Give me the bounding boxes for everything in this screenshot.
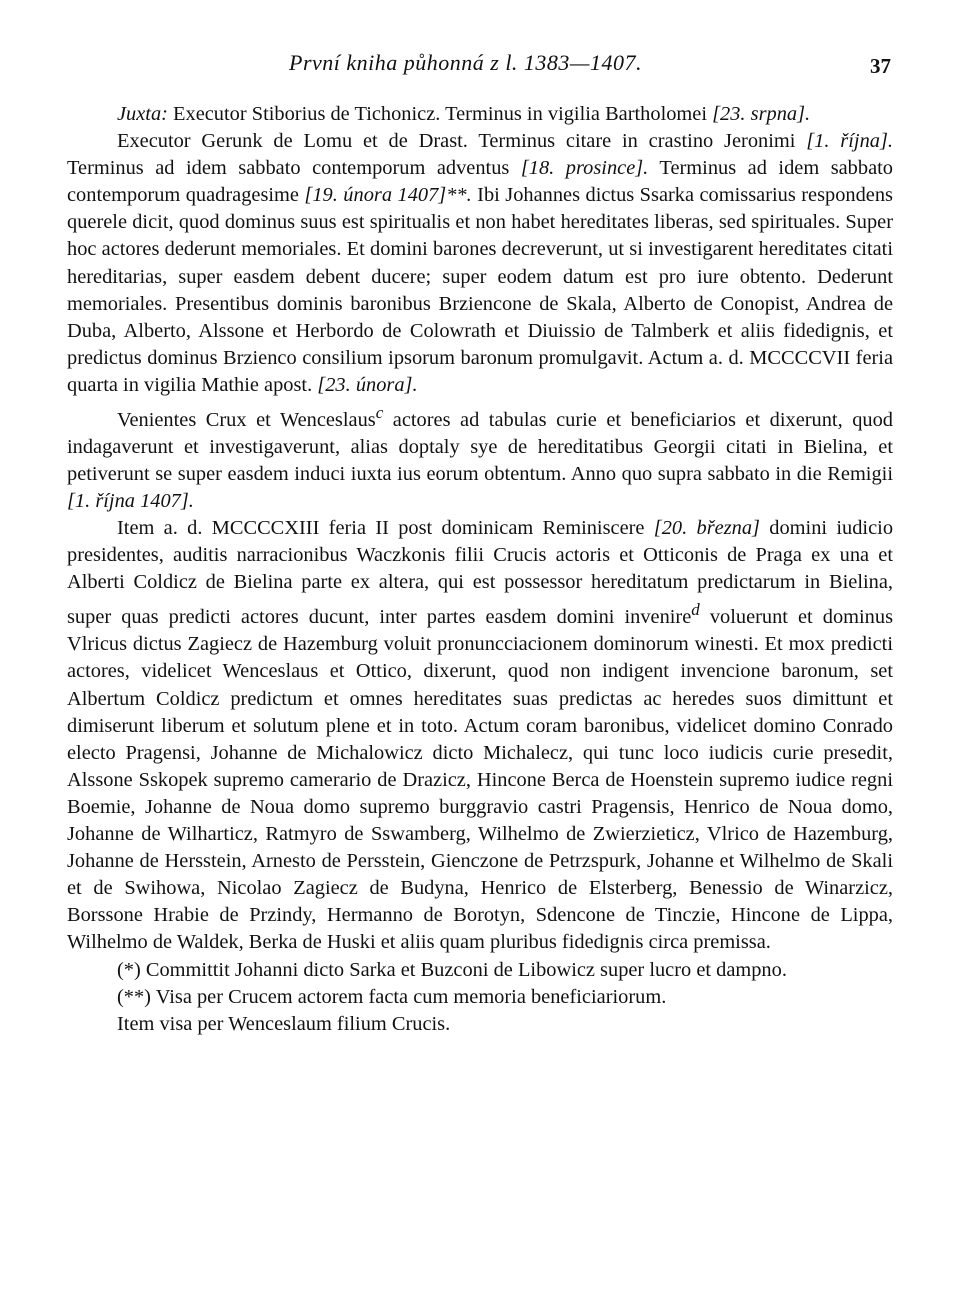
text-segment: domini iudicio presidentes, auditis narracionibus Waczkonis filii Crucis actoris et Otticonis de Praga ex una et Alberti Coldicz de Bielina parte ex altera, qui est possessor hereditatum predictarum in Bielina, super quas predicti actores ducunt, inter partes easdem domini invenire (67, 517, 894, 629)
text-segment: Item a. d. MCCCCXIII feria II post dominicam Reminiscere (117, 517, 654, 540)
text-segment: [1. října]. (806, 130, 893, 153)
paragraph (67, 128, 893, 399)
note-item (67, 984, 893, 1011)
text-segment: Ibi Johannes dictus Ssarka comissarius respondens querele dicit, quod dominus suus est spiritualis et non habet hereditates liberas, sed spirituales. Super hoc actores dederunt memoriales. Et domini barones decreverunt, ut si investigarent hereditates citati hereditarias, super easdem debent ducere; super eodem datum est pro iure obtento. Dederunt memoriales. Presentibus dominis baronibus Brziencone de Skala, Alberto de Conopist, Andrea de Duba, Alberto, Alssone et Herbordo de Colowrath et Diuissio de Talmberk et aliis fidedignis, et predictus dominus Brzienco consilium ipsorum baronum promulgavit. Actum a. d. MCCCCVII feria quarta in vigilia Mathie apost. (67, 184, 893, 396)
text-segment: actores ad tabulas curie et beneficiarios et dixerunt, quod indagaverunt et investigaverunt, alias doptaly sye de hereditatibus Georgii citati in Bielina, et petiverunt se super easdem induci iuxta ius eorum obtentum. Anno quo supra sabbato in die Remigii (67, 408, 893, 486)
text-segment: Venientes Crux et Wenceslaus (117, 408, 376, 431)
running-title: První kniha půhonná z l. 1383—1407. (289, 50, 642, 75)
footnote-marker: d (691, 600, 700, 620)
text-segment: [20. března] (653, 517, 760, 540)
note-list (67, 957, 893, 1038)
note-item (67, 957, 893, 984)
paragraph (67, 399, 893, 515)
note-item (67, 1011, 893, 1038)
paragraph (67, 515, 893, 956)
text-segment: [1. října 1407]. (67, 490, 194, 513)
note-marker: (*) (117, 958, 141, 981)
page-header (0, 50, 960, 84)
text-segment: Juxta: (117, 103, 168, 125)
note-text: Committit Johanni dicto Sarka et Buzconi de Libowicz super lucro et dampno. (145, 958, 787, 981)
page-number: 37 (870, 54, 891, 78)
footnote-marker: c (375, 403, 384, 423)
text-segment: voluerunt et dominus Vlricus dictus Zagiecz de Hazemburg voluit pronuncciacionem dominorum winesti. Et mox predicti actores, videlicet Wenceslaus et Ottico, dixerunt, quod non indigent invencione baronum, set Albertum Coldicz predictum et omnes hereditates suas predictas ac heredes suos dimittunt et dimiserunt liberum et solutum plene et in toto. Actum coram baronibus, videlicet domino Conrado electo Pragensi, Johanne de Michalowicz dicto Michalecz, qui tunc loco iudicis curie presedit, Alssone Sskopek supremo camerario de Drazicz, Hincone Berca de Hoenstein supremo iudice regni Boemie, Johanne de Noua domo supremo burggravio castri Pragensis, Henrico de Noua domo, Johanne de Wilharticz, Ratmyro de Sswamberg, Wilhelmo de Zwierzieticz, Vlrico de Hazemburg, Johanne de Hersstein, Arnesto de Persstein, Gienczone de Petrzspurk, Johanne et Wilhelmo de Skali et de Swihowa, Nicolao Zagiecz de Budyna, Henrico de Elsterberg, Benessio de Winarzicz, Borssone Hrabie de Przindy, Hermanno de Borotyn, Sdencone de Tinczie, Hincone de Lippa, Wilhelmo de Waldek, Berka de Huski et aliis quam pluribus fidedignis circa premissa. (67, 606, 893, 954)
paragraph (67, 101, 893, 128)
text-segment: [18. prosince]. (520, 157, 649, 180)
text-segment: [23. srpna]. (712, 103, 811, 125)
text-segment: [23. února]. (317, 373, 418, 396)
text-segment: [19. února 1407]**. (304, 184, 472, 207)
note-text: Item visa per Wenceslaum filium Crucis. (117, 1012, 451, 1035)
note-marker: (**) (117, 985, 151, 1008)
text-segment: Executor Stiborius de Tichonicz. Terminus in vigilia Bartholomei (167, 103, 713, 125)
text-segment: Executor Gerunk de Lomu et de Drast. Terminus citare in crastino Jeronimi (117, 130, 807, 153)
text-segment: Terminus ad idem sabbato contemporum quadragesime (67, 157, 893, 207)
paragraph-list (67, 101, 893, 957)
text-segment: Terminus ad idem sabbato contemporum adventus (67, 157, 521, 180)
document-body (67, 101, 893, 1038)
note-text: Visa per Crucem actorem facta cum memoria beneficiariorum. (155, 985, 667, 1008)
